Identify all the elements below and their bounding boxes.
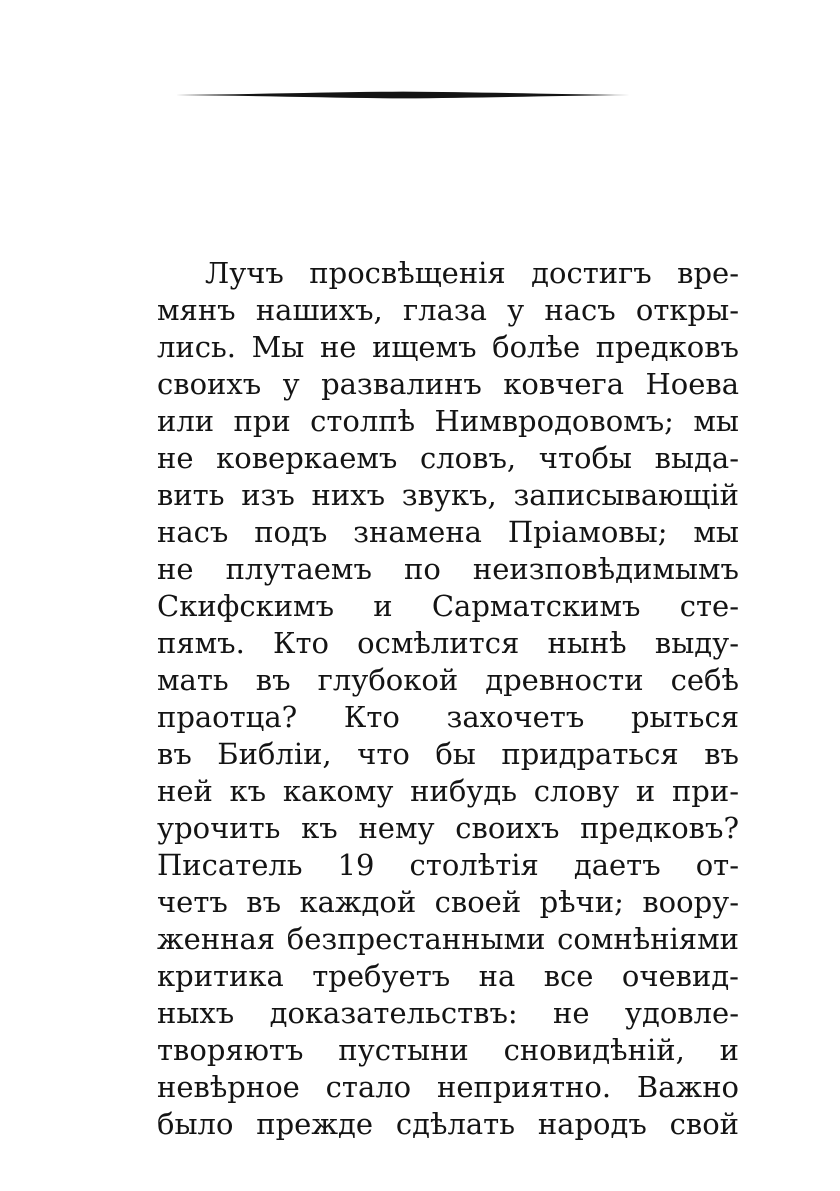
text-line: урочить къ нему своихъ предковъ? <box>157 811 739 845</box>
text-line: не плутаемъ по неизповѣдимымъ <box>157 552 739 586</box>
text-line: пямъ. Кто осмѣлится нынѣ выду- <box>157 626 739 660</box>
text-line: или при столпѣ Нимвродовомъ; мы <box>157 404 739 438</box>
ornamental-rule <box>176 91 630 99</box>
text-line: въ Библіи, что бы придраться въ <box>157 737 739 771</box>
text-line: Скифскимъ и Сарматскимъ сте- <box>157 589 739 623</box>
text-line: насъ подъ знамена Пріамовы; мы <box>157 515 739 549</box>
text-line: праотца? Кто захочетъ рыться <box>157 700 739 734</box>
text-line: вить изъ нихъ звукъ, записывающій <box>157 478 739 512</box>
text-line: не коверкаемъ словъ, чтобы выда- <box>157 441 739 475</box>
text-line: мянъ нашихъ, глаза у насъ откры- <box>157 293 739 327</box>
text-line: своихъ у развалинъ ковчега Ноева <box>157 367 739 401</box>
text-line: невѣрное стало неприятно. Важно <box>157 1070 739 1104</box>
text-line: ныхъ доказательствъ: не удовле- <box>157 996 739 1030</box>
text-line: ней къ какому нибудь слову и при- <box>157 774 739 808</box>
text-line: лись. Мы не ищемъ болѣе предковъ <box>157 330 739 364</box>
text-line: творяютъ пустыни сновидѣній, и <box>157 1033 739 1067</box>
text-line: Лучъ просвѣщенія достигъ вре- <box>205 256 739 290</box>
text-line: Писатель 19 столѣтія даетъ от- <box>157 848 739 882</box>
text-line: было прежде сдѣлать народъ свой <box>157 1107 739 1141</box>
body-text <box>157 255 739 1143</box>
text-line: критика требуетъ на все очевид- <box>157 959 739 993</box>
text-line: четъ въ каждой своей рѣчи; воору- <box>157 885 739 919</box>
text-line: женная безпрестанными сомнѣніями <box>157 922 739 956</box>
text-line: мать въ глубокой древности себѣ <box>157 663 739 697</box>
